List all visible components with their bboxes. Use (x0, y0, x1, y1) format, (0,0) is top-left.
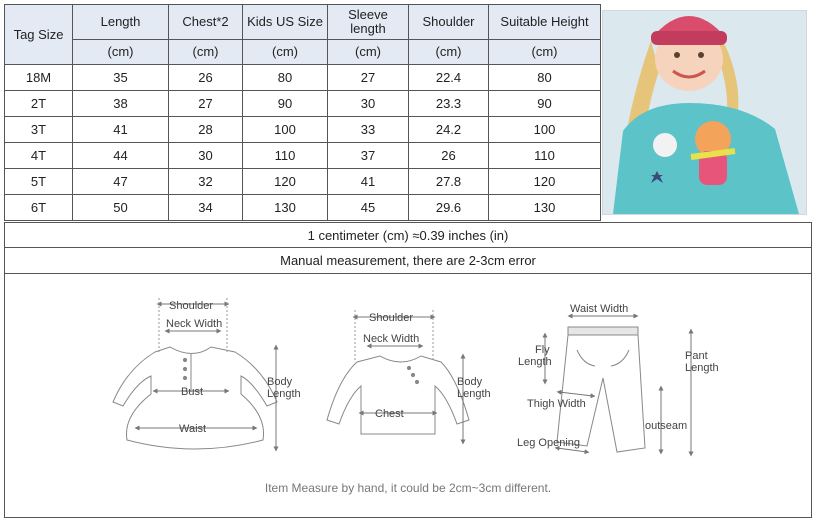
cell: 120 (243, 169, 328, 195)
cell: 3T (5, 117, 73, 143)
cell: 41 (73, 117, 169, 143)
cell: 110 (243, 143, 328, 169)
shirt-length-label: Length (457, 388, 491, 400)
pants-length-label: Length (685, 362, 719, 374)
cell: 6T (5, 195, 73, 221)
cell: 27 (169, 91, 243, 117)
conversion-note: 1 centimeter (cm) ≈0.39 inches (in) (4, 222, 812, 249)
cell: 90 (243, 91, 328, 117)
dress-waist-label: Waist (179, 423, 207, 435)
cell: 100 (243, 117, 328, 143)
header-sleeve-length: Sleeve length (328, 5, 409, 40)
pants-thigh-width-label: Thigh Width (527, 398, 586, 410)
dress-shoulder-label: Shoulder (169, 300, 214, 312)
pants-leg-opening-label: Leg Opening (517, 437, 580, 449)
table-row (5, 195, 601, 221)
cell: 30 (169, 143, 243, 169)
cell: 26 (409, 143, 489, 169)
cell: 22.4 (409, 65, 489, 91)
product-photo (602, 10, 807, 215)
cell: 130 (243, 195, 328, 221)
unit-length: (cm) (73, 40, 169, 65)
table-row (5, 65, 601, 91)
cell: 100 (489, 117, 601, 143)
cell: 30 (328, 91, 409, 117)
cell: 27 (328, 65, 409, 91)
cell: 34 (169, 195, 243, 221)
cell: 4T (5, 143, 73, 169)
pants-pant-label: Pant (685, 350, 708, 362)
cell: 90 (489, 91, 601, 117)
header-tag-size: Tag Size (5, 5, 73, 65)
dress-length-label: Length (267, 388, 301, 400)
header-shoulder: Shoulder (409, 5, 489, 40)
table-row (5, 91, 601, 117)
cell: 38 (73, 91, 169, 117)
table-row (5, 169, 601, 195)
cell: 27.8 (409, 169, 489, 195)
unit-chest: (cm) (169, 40, 243, 65)
measurement-diagram (4, 273, 812, 518)
cell: 28 (169, 117, 243, 143)
cell: 24.2 (409, 117, 489, 143)
unit-sleeve-length: (cm) (328, 40, 409, 65)
cell: 5T (5, 169, 73, 195)
shirt-diagram (327, 356, 469, 434)
header-length: Length (73, 5, 169, 40)
unit-suitable-height: (cm) (489, 40, 601, 65)
error-note: Manual measurement, there are 2-3cm error (4, 247, 812, 274)
pants-diagram (557, 327, 645, 452)
table-row (5, 143, 601, 169)
pants-waist-width-label: Waist Width (570, 303, 629, 315)
size-table (4, 4, 601, 221)
cell: 80 (489, 65, 601, 91)
header-kids-us-size: Kids US Size (243, 5, 328, 40)
cell: 18M (5, 65, 73, 91)
cell: 37 (328, 143, 409, 169)
shirt-neck-width-label: Neck Width (363, 333, 420, 345)
dress-bust-label: Bust (181, 386, 204, 398)
size-chart-sheet (4, 4, 810, 520)
diagram-caption: Item Measure by hand, it could be 2cm~3cm different. (264, 481, 552, 495)
cell: 110 (489, 143, 601, 169)
shirt-body-label: Body (457, 376, 483, 388)
cell: 32 (169, 169, 243, 195)
unit-kids-us-size: (cm) (243, 40, 328, 65)
child-illustration (603, 11, 806, 214)
dress-neck-width-label: Neck Width (166, 318, 223, 330)
shirt-chest-label: Chest (375, 408, 404, 420)
cell: 44 (73, 143, 169, 169)
pants-fly-label: Fly (535, 344, 550, 356)
header-suitable-height: Suitable Height (489, 5, 601, 40)
cell: 120 (489, 169, 601, 195)
cell: 47 (73, 169, 169, 195)
cell: 26 (169, 65, 243, 91)
cell: 130 (489, 195, 601, 221)
cell: 45 (328, 195, 409, 221)
cell: 29.6 (409, 195, 489, 221)
table-row (5, 117, 601, 143)
pants-outseam-label: outseam (645, 420, 688, 432)
cell: 33 (328, 117, 409, 143)
cell: 23.3 (409, 91, 489, 117)
header-chest: Chest*2 (169, 5, 243, 40)
pants-fly-length-label: Length (518, 356, 552, 368)
garment-measure-svg (5, 274, 811, 517)
cell: 2T (5, 91, 73, 117)
unit-shoulder: (cm) (409, 40, 489, 65)
dress-body-label: Body (267, 376, 293, 388)
shirt-shoulder-label: Shoulder (369, 312, 414, 324)
cell: 50 (73, 195, 169, 221)
cell: 80 (243, 65, 328, 91)
cell: 35 (73, 65, 169, 91)
cell: 41 (328, 169, 409, 195)
